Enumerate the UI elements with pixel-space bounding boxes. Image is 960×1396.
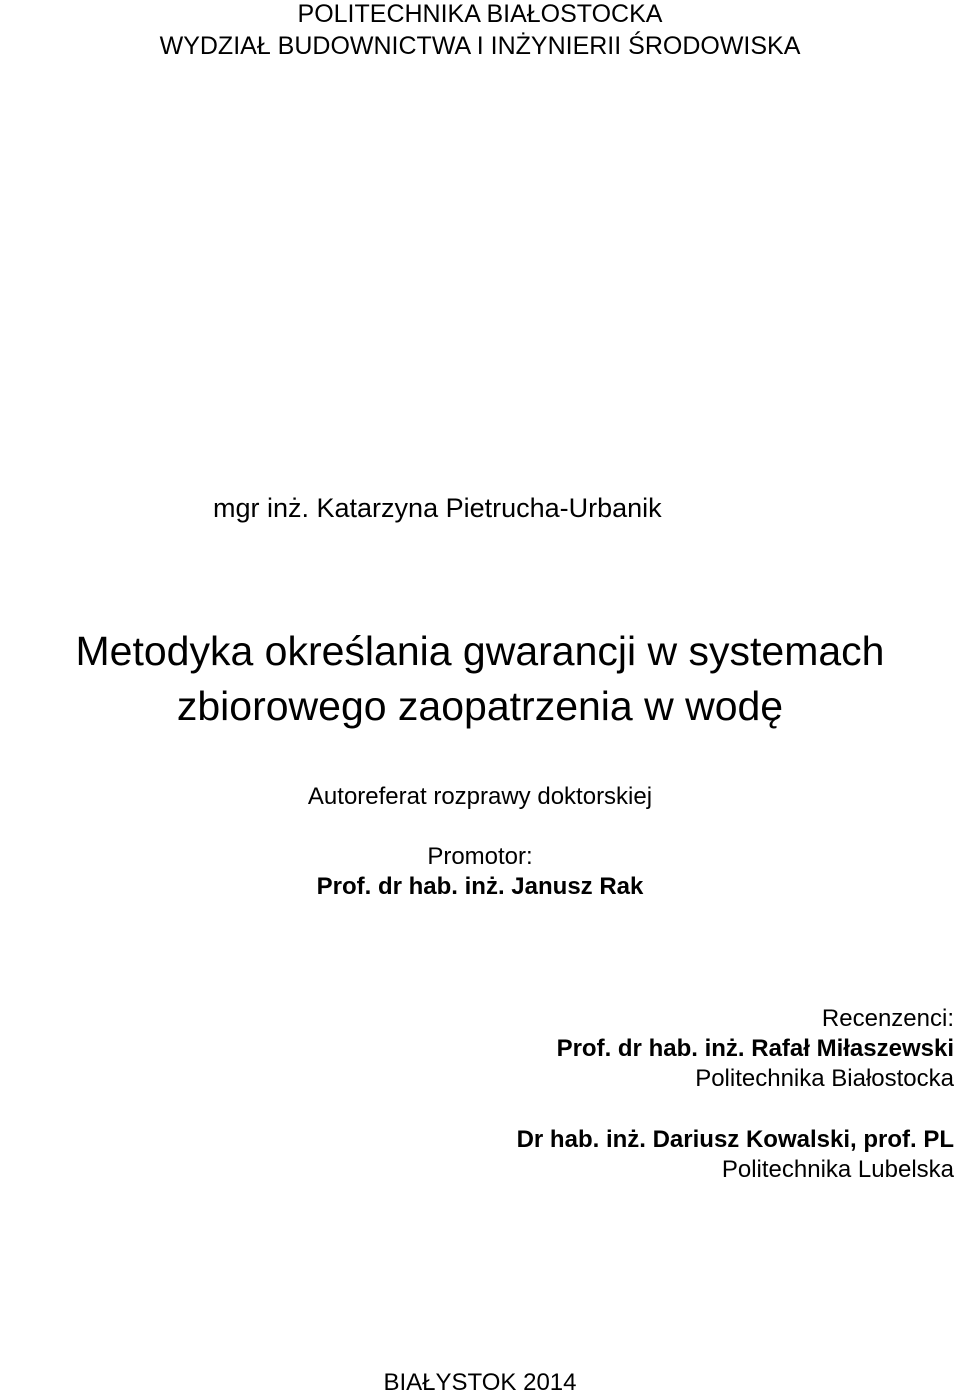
promoter-name: Prof. dr hab. inż. Janusz Rak bbox=[316, 873, 644, 900]
reviewer-1-affiliation: Politechnika Białostocka bbox=[695, 1065, 954, 1092]
city-year: BIAŁYSTOK 2014 bbox=[383, 1369, 577, 1396]
reviewers-label: Recenzenci: bbox=[821, 1005, 954, 1032]
document-type: Autoreferat rozprawy doktorskiej bbox=[307, 783, 653, 810]
university-name: POLITECHNIKA BIAŁOSTOCKA bbox=[297, 0, 663, 28]
promoter-label: Promotor: bbox=[427, 843, 533, 870]
reviewer-2-affiliation: Politechnika Lubelska bbox=[721, 1156, 954, 1183]
reviewer-1-name: Prof. dr hab. inż. Rafał Miłaszewski bbox=[556, 1035, 954, 1062]
faculty-name: WYDZIAŁ BUDOWNICTWA I INŻYNIERII ŚRODOWISKA bbox=[159, 32, 801, 60]
reviewer-2-name: Dr hab. inż. Dariusz Kowalski, prof. PL bbox=[516, 1126, 954, 1153]
thesis-title-line-1: Metodyka określania gwarancji w systemach bbox=[75, 628, 885, 674]
author-name: mgr inż. Katarzyna Pietrucha-Urbanik bbox=[213, 493, 662, 523]
thesis-title-line-2: zbiorowego zaopatrzenia w wodę bbox=[176, 683, 784, 729]
